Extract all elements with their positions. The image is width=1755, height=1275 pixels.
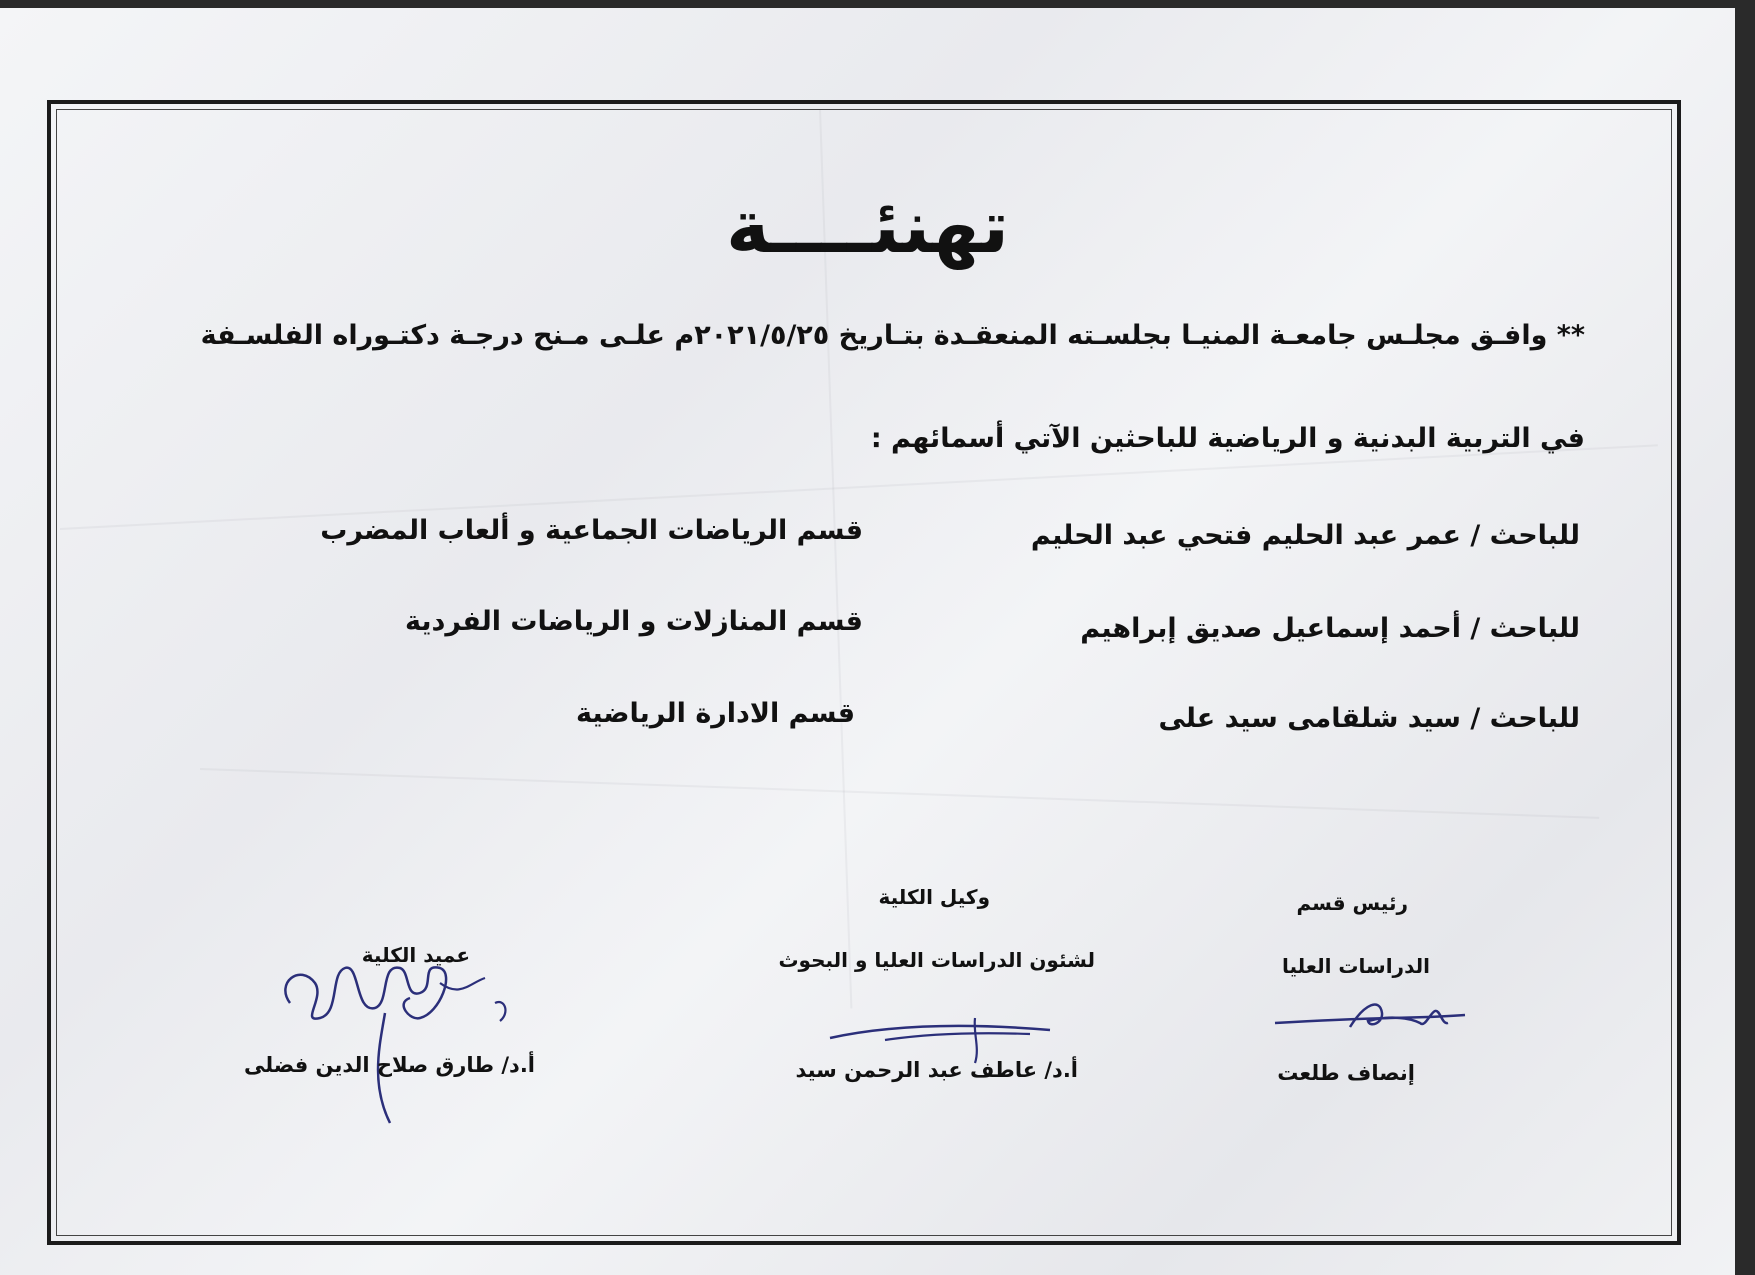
dean-title: عميد الكلية xyxy=(361,943,470,967)
vice-dean-subtitle: لشئون الدراسات العليا و البحوث xyxy=(778,948,1095,972)
document-title: تهنئــــة xyxy=(725,184,1010,270)
researcher-name: للباحث / سيد شلقامى سيد على xyxy=(1158,703,1580,734)
vice-dean-name: أ.د/ عاطف عبد الرحمن سيد xyxy=(795,1058,1078,1082)
head-of-department-subtitle: الدراسات العليا xyxy=(1281,954,1430,978)
dean-signature xyxy=(270,943,530,1133)
head-of-department-name: إنصاف طلعت xyxy=(1277,1061,1415,1085)
researcher-name: للباحث / أحمد إسماعيل صديق إبراهيم xyxy=(1080,613,1580,644)
researcher-department: قسم المنازلات و الرياضات الفردية xyxy=(405,606,863,637)
intro-line-1: ** وافـق مجلـس جامعـة المنيـا بجلسـته المنعقـدة بتـاريخ ٢٠٢١/٥/٢٥م علـى مـنح درجـة دكتـوراه الفلسـفة xyxy=(200,320,1585,351)
researcher-name: للباحث / عمر عبد الحليم فتحي عبد الحليم xyxy=(1030,520,1580,551)
dean-name: أ.د/ طارق صلاح الدين فضلى xyxy=(243,1053,535,1077)
researcher-department: قسم الرياضات الجماعية و ألعاب المضرب xyxy=(320,515,863,546)
researcher-department: قسم الادارة الرياضية xyxy=(575,698,855,729)
vice-dean-title: وكيل الكلية xyxy=(878,885,990,909)
head-of-department-signature xyxy=(1270,993,1470,1048)
document-sheet xyxy=(0,8,1735,1275)
intro-line-2: في التربية البدنية و الرياضية للباحثين الآتي أسمائهم : xyxy=(870,423,1585,454)
head-of-department-title: رئيس قسم xyxy=(1296,891,1408,915)
